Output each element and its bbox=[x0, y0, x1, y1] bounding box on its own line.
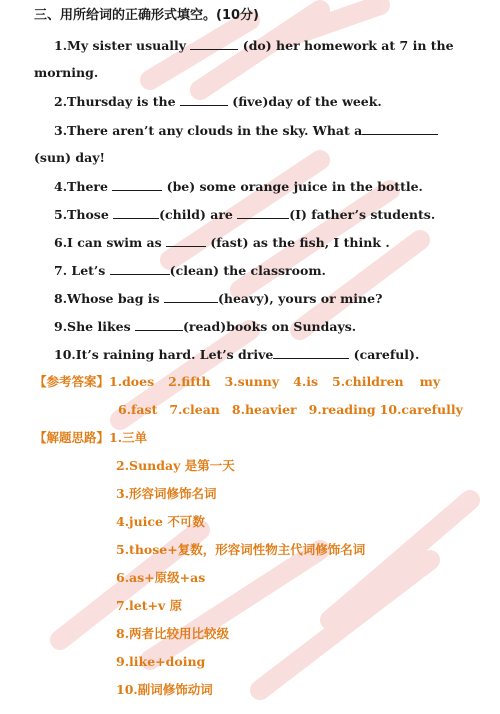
answers-row-2 bbox=[118, 402, 463, 418]
question-text: 10.It’s raining hard. Let’s drive bbox=[54, 347, 274, 362]
answer-blank[interactable] bbox=[273, 346, 349, 359]
answer-blank[interactable] bbox=[135, 318, 183, 331]
question-text: (heavy), yours or mine? bbox=[217, 291, 383, 306]
question-text: 9.She likes bbox=[54, 319, 135, 334]
answer-blank[interactable] bbox=[112, 178, 162, 191]
hint-item: 3.形容词修饰名词 bbox=[116, 486, 217, 501]
hint-item: 1.三单 bbox=[109, 430, 148, 445]
question-text: (I) father’s students. bbox=[289, 207, 436, 222]
question-7 bbox=[54, 262, 326, 279]
hint-item: 8.两者比较用比较级 bbox=[116, 626, 230, 641]
answer-blank[interactable] bbox=[190, 37, 238, 50]
hint-item: 6.as+原级+as bbox=[116, 570, 206, 585]
hint-item: 4.juice 不可数 bbox=[116, 514, 205, 529]
section-title: 三、用所给词的正确形式填空。(10分) bbox=[34, 8, 259, 23]
question-text: (read)books on Sundays. bbox=[182, 319, 357, 334]
answer-item: 5.children bbox=[332, 374, 404, 389]
answer-blank[interactable] bbox=[237, 206, 289, 219]
answer-item: 4.is bbox=[293, 374, 318, 389]
question-text: 3.There aren’t any clouds in the sky. What a bbox=[54, 123, 363, 138]
question-3-continued: (sun) day! bbox=[34, 150, 105, 165]
question-text: 7. Let’s bbox=[54, 263, 110, 278]
answer-blank[interactable] bbox=[110, 262, 170, 275]
question-2 bbox=[54, 93, 382, 110]
answers-row-1 bbox=[34, 374, 440, 390]
hint-item: 5.those+复数，形容词性物主代词修饰名词 bbox=[116, 542, 366, 557]
answer-blank[interactable] bbox=[180, 93, 228, 106]
question-text: 8.Whose bag is bbox=[54, 291, 164, 306]
answer-item: 7.clean bbox=[169, 402, 220, 417]
question-6 bbox=[54, 234, 390, 251]
question-text: (do) her homework at 7 in the bbox=[238, 38, 454, 53]
question-text: (clean) the classroom. bbox=[169, 263, 326, 278]
hints-label: 【解题思路】 bbox=[34, 430, 110, 445]
question-text: 4.There bbox=[54, 179, 113, 194]
question-text: 6.I can swim as bbox=[54, 235, 167, 250]
answer-item: 6.fast bbox=[118, 402, 158, 417]
hint-item: 9.like+doing bbox=[116, 654, 206, 669]
question-3 bbox=[54, 122, 438, 139]
question-1-continued: morning. bbox=[34, 65, 99, 80]
answer-item: 1.does bbox=[109, 374, 155, 389]
question-text: (be) some orange juice in the bottle. bbox=[162, 179, 423, 194]
question-4 bbox=[54, 178, 423, 195]
question-9 bbox=[54, 318, 356, 335]
question-1 bbox=[54, 37, 454, 54]
answer-item: 8.heavier bbox=[231, 402, 297, 417]
answer-item: 10.carefully bbox=[379, 402, 463, 417]
hints-row-1 bbox=[34, 430, 147, 446]
question-5 bbox=[54, 206, 435, 223]
question-text: (careful). bbox=[349, 347, 420, 362]
answer-blank[interactable] bbox=[166, 234, 206, 247]
answer-blank[interactable] bbox=[362, 122, 438, 135]
answer-item: my bbox=[419, 374, 441, 389]
hint-item: 10.副词修饰动词 bbox=[116, 682, 213, 697]
question-8 bbox=[54, 290, 382, 307]
question-text: (child) are bbox=[159, 207, 238, 222]
question-text: 2.Thursday is the bbox=[54, 94, 180, 109]
answers-label: 【参考答案】 bbox=[34, 374, 110, 389]
question-text: 1.My sister usually bbox=[54, 38, 191, 53]
answer-blank[interactable] bbox=[113, 206, 159, 219]
question-text: (fast) as the fish, I think . bbox=[206, 235, 390, 250]
question-text: (five)day of the week. bbox=[227, 94, 382, 109]
hint-item: 7.let+v 原 bbox=[116, 598, 183, 613]
question-10 bbox=[54, 346, 419, 363]
answer-item: 9.reading bbox=[308, 402, 376, 417]
answer-blank[interactable] bbox=[164, 290, 218, 303]
answer-item: 3.sunny bbox=[224, 374, 280, 389]
question-text: 5.Those bbox=[54, 207, 114, 222]
answer-item: 2.fifth bbox=[168, 374, 211, 389]
hint-item: 2.Sunday 是第一天 bbox=[116, 458, 235, 473]
